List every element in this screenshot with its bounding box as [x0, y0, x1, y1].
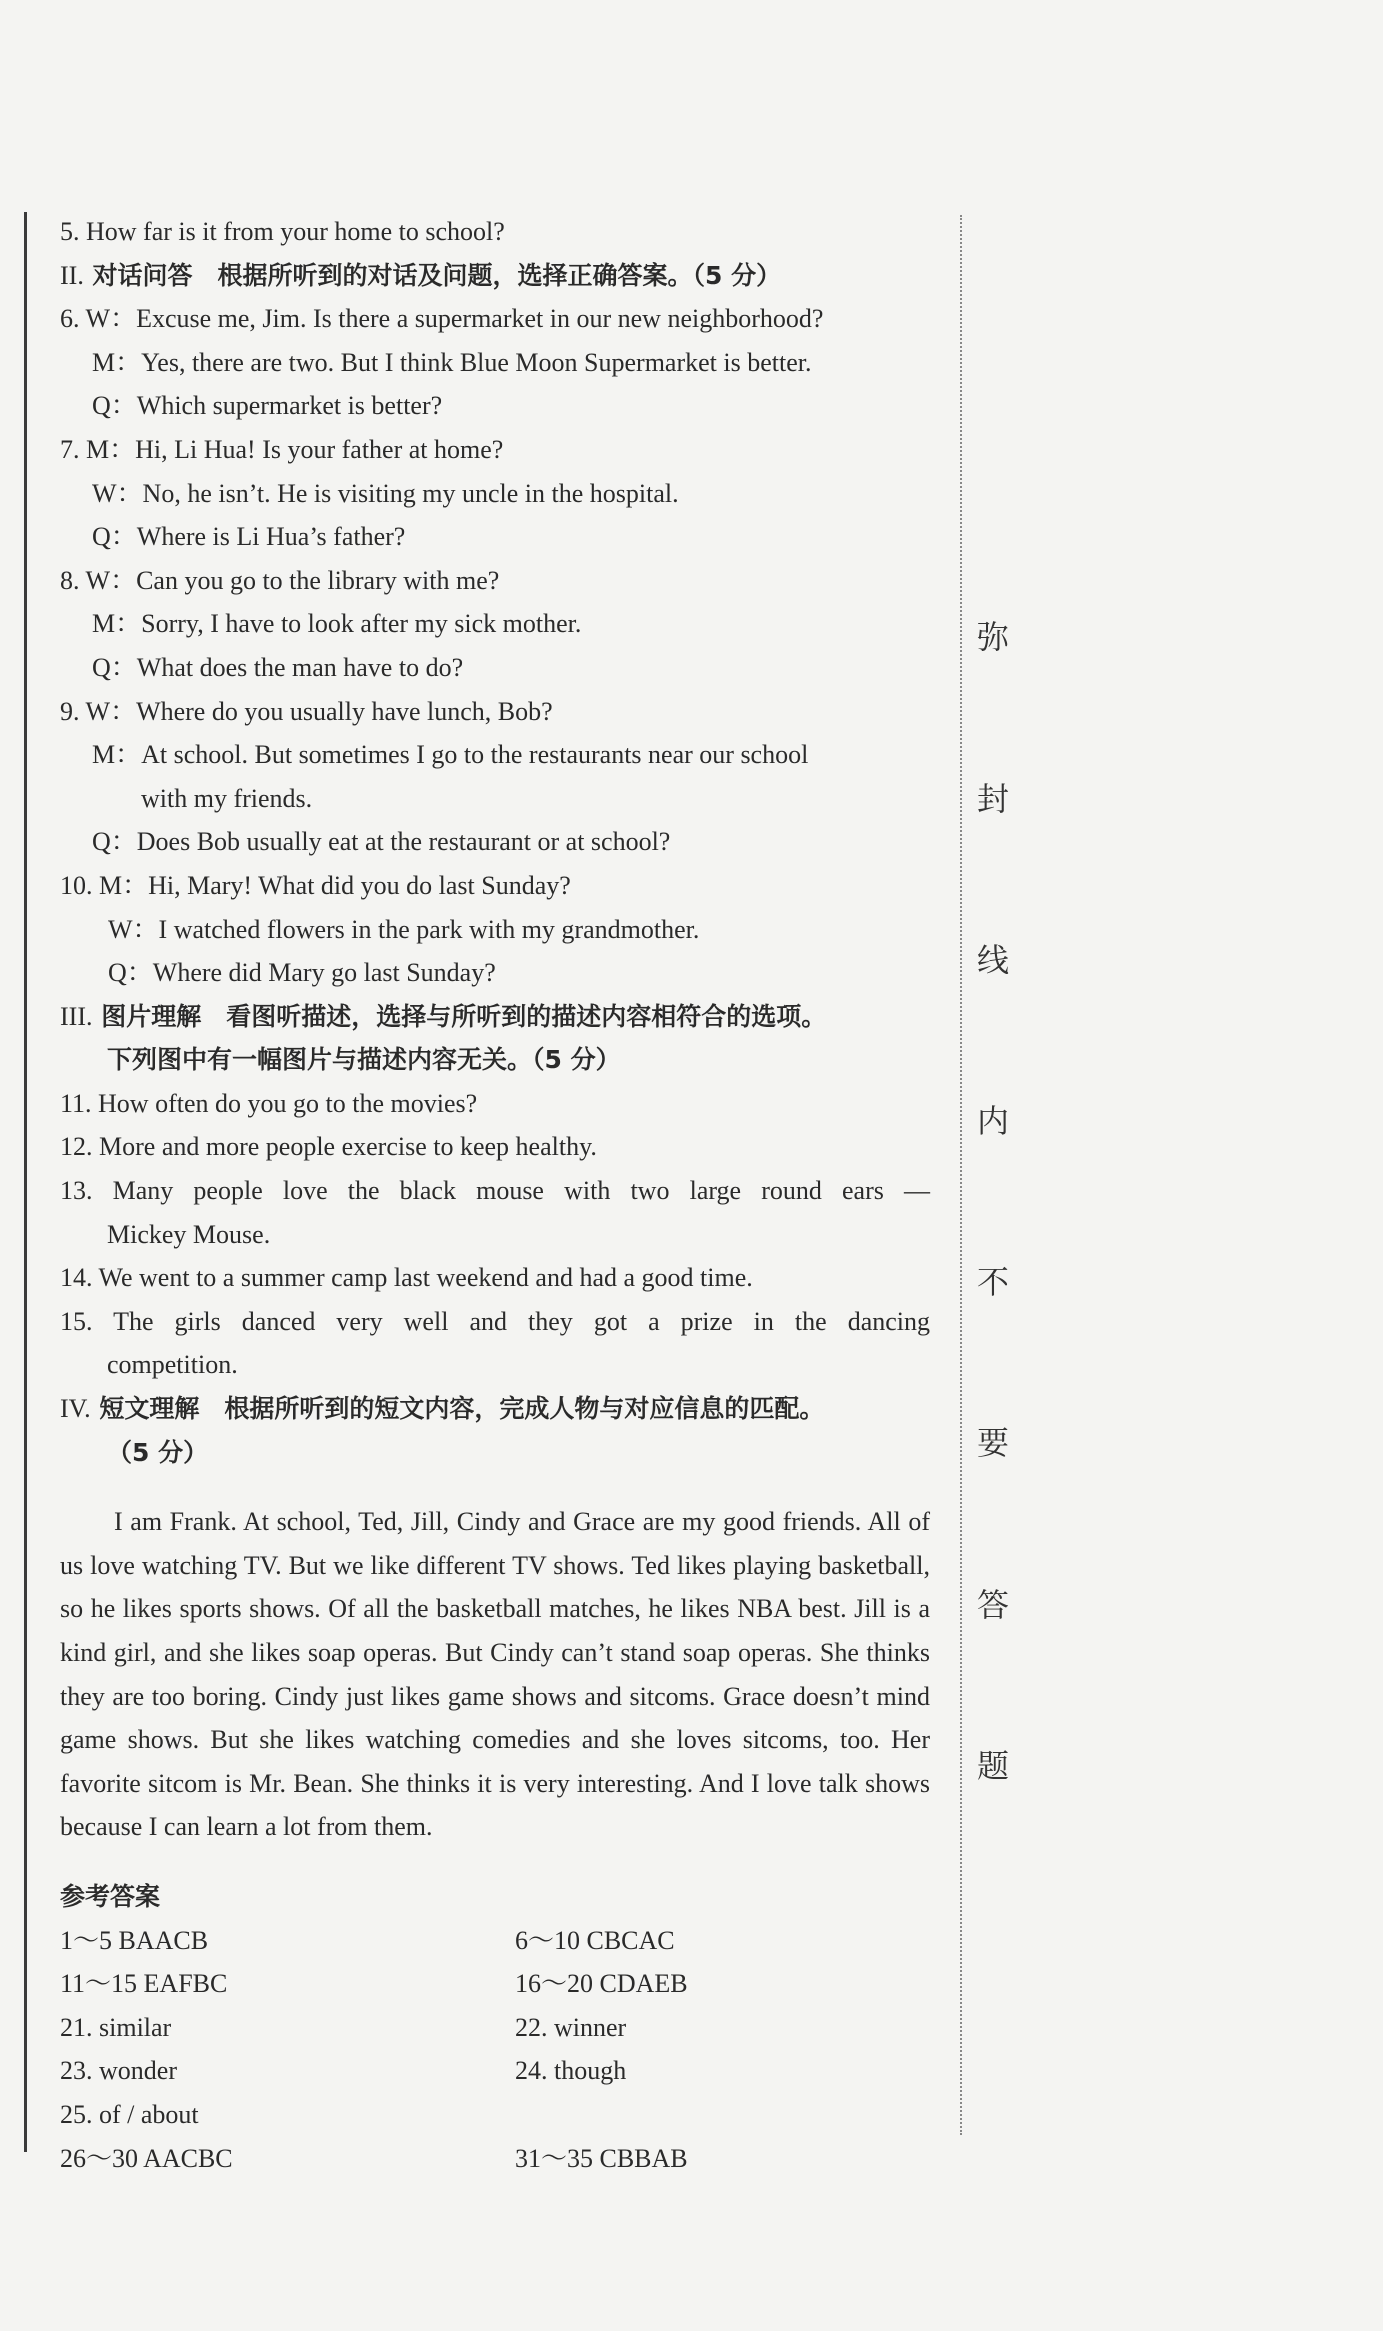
answer-item: 16～20 CDAEB — [515, 1969, 688, 1999]
dialog-9-line-3: with my friends. — [141, 783, 313, 813]
question-14: 14. We went to a summer camp last weekend and had a good time. — [60, 1263, 753, 1293]
answer-item: 6～10 CBCAC — [515, 1925, 675, 1955]
listening-passage: I am Frank. At school, Ted, Jill, Cindy and Grace are my good friends. All of us love watching TV. But we like different TV shows. Ted likes playing basketball, so he likes sports shows. Of all the basketball matches, he likes NBA best. Jill is a kind girl, and she likes soap operas. But Cindy can’t stand soap operas. She thinks they are too boring. Cindy just likes game shows and sitcoms. Grace doesn’t mind game shows. But she likes watching comedies and she loves sitcoms, too. Her favorite sitcom is Mr. Bean. She thinks it is very interesting. And I love talk shows because I can learn a lot from them. — [60, 1507, 930, 1842]
seal-char: 不 — [976, 1263, 1009, 1301]
dialog-9-line-1: 9. W：Where do you usually have lunch, Bob? — [60, 696, 553, 726]
question-15: 15. The girls danced very well and they got a prize in the dancing — [60, 1306, 930, 1336]
section-4-heading-cont: （5 分） — [107, 1437, 209, 1467]
dialog-10-line-1: 10. M：Hi, Mary! What did you do last Sunday? — [60, 870, 571, 900]
answer-item: 31～35 CBBAB — [515, 2143, 688, 2173]
dialog-6-question: Q：Which supermarket is better? — [92, 391, 443, 421]
answer-key-title: 参考答案 — [60, 1881, 161, 1911]
question-13-cont: Mickey Mouse. — [107, 1219, 271, 1249]
dialog-7-line-1: 7. M：Hi, Li Hua! Is your father at home? — [60, 434, 504, 464]
dialog-6-line-1: 6. W：Excuse me, Jim. Is there a supermarket in our new neighborhood? — [60, 304, 824, 334]
answer-item: 25. of / about — [60, 2099, 199, 2129]
seal-char: 答 — [976, 1586, 1009, 1624]
exam-content — [60, 210, 930, 2180]
section-2-heading: II. 对话问答 根据所听到的对话及问题，选择正确答案。（5 分） — [60, 260, 782, 290]
dialog-10-question: Q：Where did Mary go last Sunday? — [108, 958, 496, 988]
answer-item: 1～5 BAACB — [60, 1925, 209, 1955]
seal-char: 封 — [976, 780, 1009, 818]
dialog-7-line-2: W：No, he isn’t. He is visiting my uncle in the hospital. — [92, 478, 679, 508]
left-binding-rule — [24, 212, 27, 2152]
seal-dotted-line — [960, 215, 962, 2135]
answer-key — [60, 1919, 930, 2181]
answer-item: 23. wonder — [60, 2056, 177, 2086]
answer-item: 26～30 AACBC — [60, 2143, 233, 2173]
answer-item: 24. though — [515, 2056, 627, 2086]
answer-item: 21. similar — [60, 2012, 172, 2042]
question-13: 13. Many people love the black mouse with two large round ears — — [60, 1176, 930, 1206]
section-4-heading: IV. 短文理解 根据所听到的短文内容，完成人物与对应信息的匹配。 — [60, 1394, 825, 1424]
seal-char: 要 — [976, 1424, 1009, 1462]
dialog-8-question: Q：What does the man have to do? — [92, 652, 464, 682]
section-3-heading-cont: 下列图中有一幅图片与描述内容无关。（5 分） — [107, 1045, 621, 1075]
question-11: 11. How often do you go to the movies? — [60, 1088, 478, 1118]
dialog-9-line-2: M：At school. But sometimes I go to the restaurants near our school — [92, 740, 809, 770]
seal-char: 题 — [976, 1747, 1009, 1785]
answer-item: 22. winner — [515, 2012, 627, 2042]
dialog-7-question: Q：Where is Li Hua’s father? — [92, 522, 406, 552]
seal-char: 内 — [976, 1102, 1009, 1140]
section-3-heading: III. 图片理解 看图听描述，选择与所听到的描述内容相符合的选项。 — [60, 1001, 827, 1031]
dialog-8-line-1: 8. W：Can you go to the library with me? — [60, 565, 500, 595]
dialog-8-line-2: M：Sorry, I have to look after my sick mother. — [92, 609, 582, 639]
question-12: 12. More and more people exercise to keep healthy. — [60, 1132, 597, 1162]
seal-char: 线 — [976, 941, 1009, 979]
seal-char: 弥 — [976, 618, 1009, 656]
dialog-9-question: Q：Does Bob usually eat at the restaurant or at school? — [92, 827, 671, 857]
question-15-cont: competition. — [107, 1350, 238, 1380]
answer-item: 11～15 EAFBC — [60, 1969, 228, 1999]
answer-item-empty — [515, 2093, 930, 2137]
question-5: 5. How far is it from your home to school? — [60, 217, 505, 246]
dialog-10-line-2: W：I watched flowers in the park with my grandmother. — [108, 914, 700, 944]
dialog-6-line-2: M：Yes, there are two. But I think Blue Moon Supermarket is better. — [92, 347, 812, 377]
